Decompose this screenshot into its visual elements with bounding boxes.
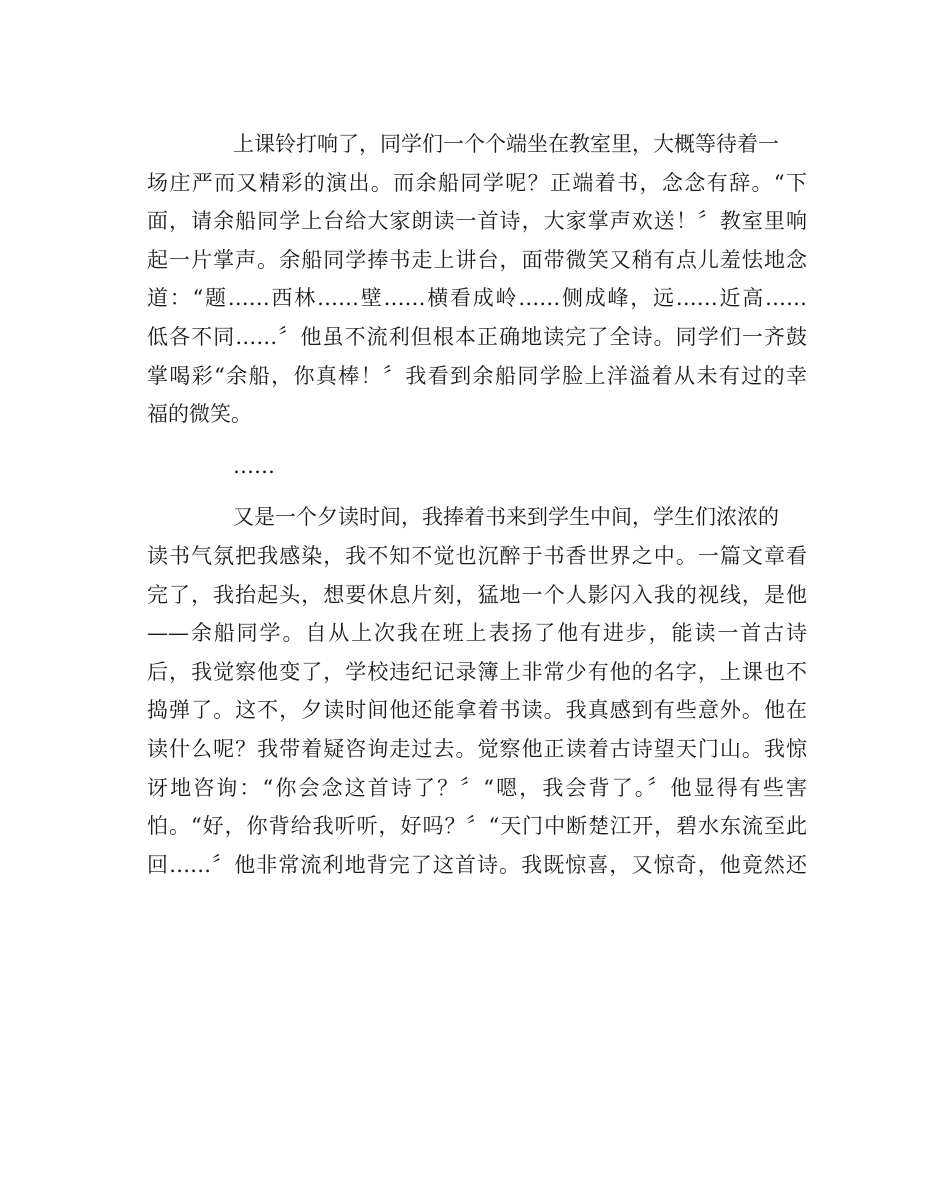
paragraph-2 bbox=[147, 498, 807, 884]
text-line: 又是一个夕读时间，我捧着书来到学生中间，学生们浓浓的 bbox=[233, 505, 779, 530]
text-line: 怕。“好，你背给我听听，好吗？〞“天门中断楚江开，碧水东流至此 bbox=[147, 814, 807, 839]
paragraph-1 bbox=[147, 125, 807, 434]
text-line: 面，请余船同学上台给大家朗读一首诗，大家掌声欢送！〞教室里响 bbox=[147, 209, 807, 234]
text-line: 捣弹了。这不，夕读时间他还能拿着书读。我真感到有些意外。他在 bbox=[147, 698, 807, 723]
paragraph-spacer bbox=[147, 434, 807, 447]
text-line: 回……〞他非常流利地背完了这首诗。我既惊喜，又惊奇，他竟然还 bbox=[147, 852, 807, 877]
text-line: 上课铃打响了，同学们一个个端坐在教室里，大概等待着一 bbox=[233, 132, 779, 156]
text-line: ——余船同学。自从上次我在班上表扬了他有进步，能读一首古诗 bbox=[147, 621, 807, 646]
text-line: 后，我觉察他变了，学校违纪记录簿上非常少有他的名字，上课也不 bbox=[147, 659, 807, 684]
text-line: 起一片掌声。余船同学捧书走上讲台，面带微笑又稍有点儿羞怯地念 bbox=[147, 247, 807, 272]
section-ellipsis: …… bbox=[233, 453, 275, 478]
paragraph-spacer bbox=[147, 485, 807, 498]
text-line: 读书气氛把我感染，我不知不觉也沉醉于书香世界之中。一篇文章看 bbox=[147, 543, 807, 568]
text-line: 低各不同……〞他虽不流利但根本正确地读完了全诗。同学们一齐鼓 bbox=[147, 324, 807, 349]
text-line: 场庄严而又精彩的演出。而余船同学呢？正端着书，念念有辞。“下 bbox=[147, 170, 807, 195]
text-line: 完了，我抬起头，想要休息片刻，猛地一个人影闪入我的视线，是他 bbox=[147, 582, 807, 607]
text-line: 读什么呢？我带着疑咨询走过去。觉察他正读着古诗望天门山。我惊 bbox=[147, 736, 807, 761]
text-line: 福的微笑。 bbox=[147, 402, 252, 427]
text-line: 道：“题……西林……壁……横看成岭……侧成峰，远……近高…… bbox=[147, 286, 807, 311]
text-line: 讶地咨询：“你会念这首诗了？〞“嗯，我会背了。〞他显得有些害 bbox=[147, 775, 807, 800]
document-body bbox=[147, 125, 807, 884]
text-line: 掌喝彩“余船，你真棒！〞我看到余船同学脸上洋溢着从未有过的幸 bbox=[147, 363, 807, 388]
